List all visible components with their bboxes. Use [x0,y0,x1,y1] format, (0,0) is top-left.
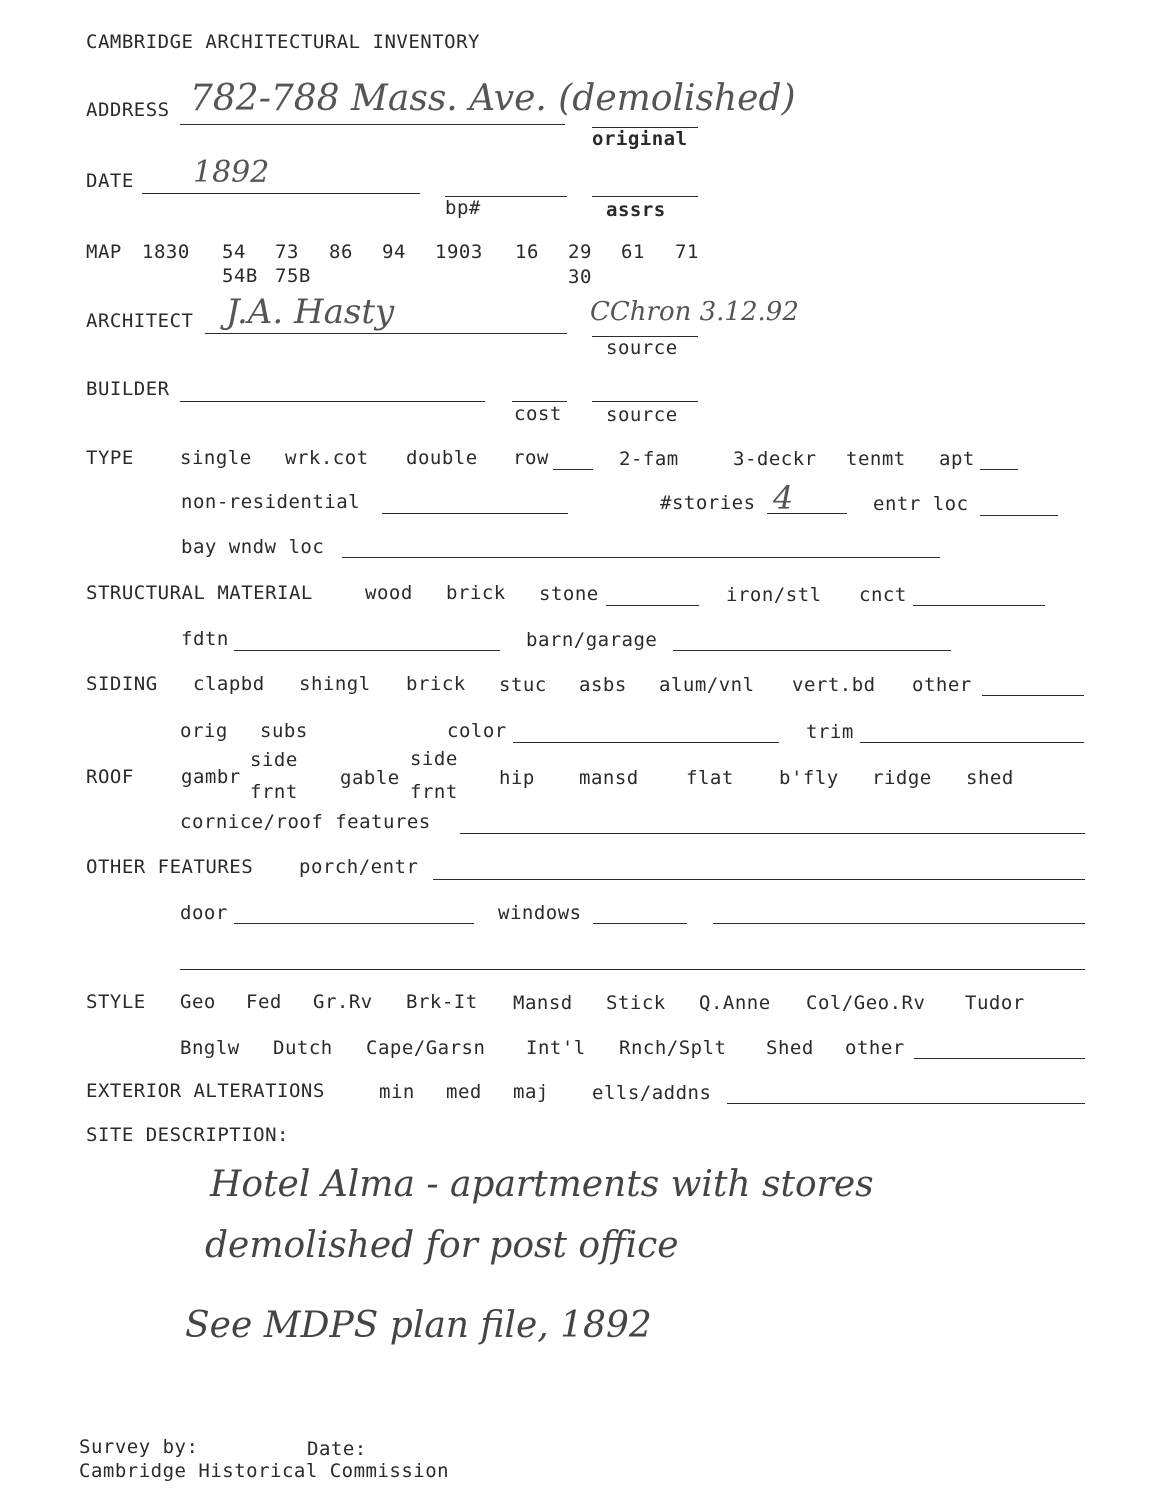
style-option: Bnglw [180,1037,240,1059]
type-option: 3-deckr [733,448,817,470]
roof-frnt: frnt [250,781,298,803]
style-option: Geo [180,991,216,1013]
builder-source-line [592,401,698,402]
roof-option: shed [966,767,1014,789]
roof-option: gable [340,767,400,789]
structural-option: brick [446,582,506,604]
survey-date-label: Date: [307,1438,367,1460]
type-option: tenmt [846,448,906,470]
roof-option: hip [499,767,535,789]
map-num: 73 [275,241,299,263]
siding-option: vert.bd [792,674,876,696]
subs-label: subs [260,720,308,742]
non-residential-line [382,513,568,514]
date-line [142,193,420,194]
map-num: 29 [568,241,592,263]
site-description-label: SITE DESCRIPTION: [86,1124,289,1146]
structural-option: iron/stl [726,584,822,606]
door-line [234,923,474,924]
map-num: 94 [382,241,406,263]
address-line [180,124,565,125]
color-label: color [447,720,507,742]
style-other-line [914,1058,1085,1059]
windows-extra-line [713,923,1085,924]
style-option: Tudor [965,992,1025,1014]
porch-line [433,879,1085,880]
assrs-label: assrs [606,199,666,221]
map-year: 1903 [435,241,483,263]
barn-garage-label: barn/garage [526,629,658,651]
map-num: 75B [275,265,311,287]
survey-by-label: Survey by: [79,1436,199,1458]
roof-option: b'fly [779,767,839,789]
type-option: apt [939,448,975,470]
windows-line [593,923,687,924]
map-label: MAP [86,241,122,263]
commission-name: Cambridge Historical Commission [79,1460,450,1482]
bp-label: bp# [445,197,481,219]
type-label: TYPE [86,447,134,469]
builder-source-label: source [606,404,678,426]
map-num: 86 [329,241,353,263]
bay-window-label: bay wndw loc [181,536,325,558]
fdtn-label: fdtn [181,628,229,650]
style-option: Stick [606,992,666,1014]
siding-option: shingl [299,673,371,695]
style-option: Shed [766,1037,814,1059]
address-value: 782-788 Mass. Ave. (demolished) [190,78,796,119]
roof-option: gambr [181,766,241,788]
architect-value: J.A. Hasty [226,292,395,332]
alterations-label: EXTERIOR ALTERATIONS [86,1080,325,1102]
map-num: 54B [222,265,258,287]
siding-option: other [912,674,972,696]
orig-label: orig [180,720,228,742]
stone-line [606,605,699,606]
site-description-line-1: Hotel Alma - apartments with stores [210,1164,874,1205]
form-title: CAMBRIDGE ARCHITECTURAL INVENTORY [86,31,480,53]
style-option: other [845,1037,905,1059]
roof-option: ridge [872,767,932,789]
features-extra-line [180,969,1085,970]
site-description-line-2: demolished for post office [205,1225,679,1266]
trim-line [860,742,1084,743]
structural-option: stone [539,583,599,605]
map-num: 16 [515,241,539,263]
ells-addns-label: ells/addns [592,1082,712,1104]
site-description-line-3: See MDPS plan file, 1892 [185,1305,652,1346]
door-label: door [180,902,228,924]
siding-option: alum/vnl [659,674,755,696]
structural-label: STRUCTURAL MATERIAL [86,582,313,604]
map-num: 54 [222,241,246,263]
trim-label: trim [806,721,854,743]
siding-option: stuc [499,674,547,696]
structural-option: cnct [859,584,907,606]
siding-option: asbs [579,674,627,696]
type-option: wrk.cot [285,447,369,469]
style-option: Brk-It [406,991,478,1013]
roof-option: flat [686,767,734,789]
bay-window-line [342,557,940,558]
style-option: Int'l [526,1037,586,1059]
cost-line [512,401,567,402]
original-label: original [592,128,688,150]
type-option: single [180,447,252,469]
style-option: Mansd [513,992,573,1014]
siding-label: SIDING [86,673,158,695]
structural-option: wood [365,582,413,604]
architect-source-label: source [606,337,678,359]
architect-label: ARCHITECT [86,310,194,332]
address-label: ADDRESS [86,99,170,121]
map-year: 1830 [142,241,190,263]
alterations-option: min [379,1081,415,1103]
style-option: Col/Geo.Rv [806,992,926,1014]
date-value: 1892 [193,155,270,190]
style-option: Gr.Rv [313,991,373,1013]
porch-label: porch/entr [299,856,419,878]
cost-label: cost [514,403,562,425]
style-option: Fed [246,991,282,1013]
map-num: 61 [621,241,645,263]
date-label: DATE [86,170,134,192]
entr-loc-line [980,515,1058,516]
alterations-option: med [446,1081,482,1103]
style-option: Cape/Garsn [366,1037,486,1059]
other-features-label: OTHER FEATURES [86,856,254,878]
row-line [553,469,593,470]
roof-side: side [250,749,298,771]
ells-addns-line [727,1103,1085,1104]
non-residential-label: non-residential [181,491,361,513]
style-option: Q.Anne [699,992,771,1014]
apt-line [980,469,1018,470]
roof-frnt: frnt [410,781,458,803]
style-label: STYLE [86,991,146,1013]
roof-option: mansd [579,767,639,789]
stories-label: #stories [660,492,756,514]
color-line [513,742,779,743]
type-option: double [406,447,478,469]
siding-other-line [982,695,1084,696]
cnct-line [913,605,1045,606]
type-option: row [513,447,549,469]
roof-label: ROOF [86,766,134,788]
roof-side: side [410,748,458,770]
alterations-option: maj [513,1081,549,1103]
type-option: 2-fam [619,448,679,470]
map-num: 30 [568,266,592,288]
windows-label: windows [498,902,582,924]
barn-garage-line [673,650,951,651]
entr-loc-label: entr loc [873,493,969,515]
assrs-line [592,196,698,197]
cornice-line [460,833,1085,834]
siding-option: clapbd [193,673,265,695]
fdtn-line [234,650,500,651]
cornice-label: cornice/roof features [180,811,431,833]
map-num: 71 [675,241,699,263]
stories-value: 4 [773,479,794,517]
architect-source-value: CChron 3.12.92 [590,297,799,327]
architect-line [205,333,567,334]
style-option: Rnch/Splt [619,1037,727,1059]
style-option: Dutch [273,1037,333,1059]
builder-line [180,401,485,402]
builder-label: BUILDER [86,378,170,400]
siding-option: brick [406,673,466,695]
